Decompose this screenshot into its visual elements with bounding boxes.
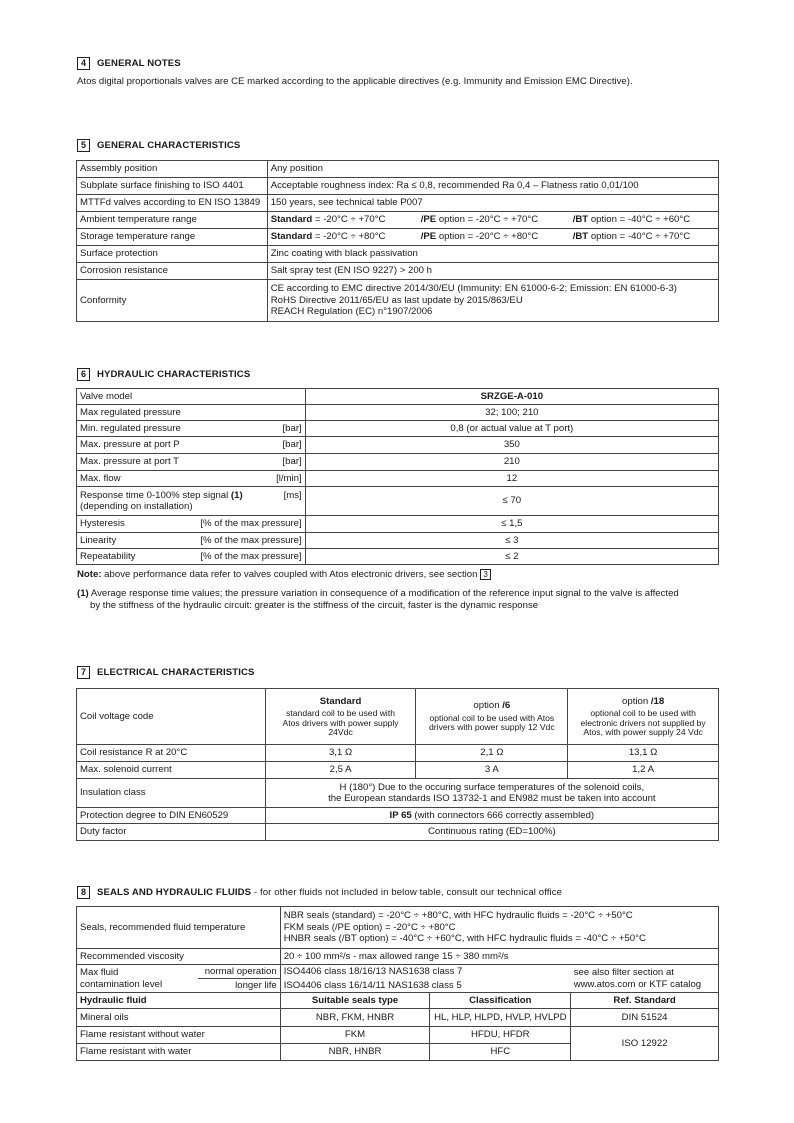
hydraulic-note: Note: above performance data refer to valves coupled with Atos electronic drivers, see section 3 [77, 569, 491, 581]
section-title: SEALS AND HYDRAULIC FLUIDS - for other fluids not included in below table, consult our technical office [97, 887, 563, 898]
table-row [77, 762, 719, 779]
table-row [77, 824, 719, 841]
row-label: MTTFd valves according to EN ISO 13849 [77, 195, 268, 212]
fluid-name: Flame resistant without water [77, 1027, 281, 1044]
row-value: 150 years, see technical table P007 [267, 195, 718, 212]
table-row [77, 212, 719, 229]
row-label: Max. solenoid current [77, 762, 266, 779]
row-label: Max. pressure at port P [bar] [77, 437, 306, 454]
row-value: 350 [305, 437, 718, 454]
row-value: 32; 100; 210 [305, 405, 718, 421]
cell-value: 2,1 Ω [416, 745, 568, 762]
section-title: ELECTRICAL CHARACTERISTICS [97, 667, 255, 678]
row-label: Seals, recommended fluid temperature [77, 907, 281, 949]
row-label: Max regulated pressure [77, 405, 306, 421]
row-label: Ambient temperature range [77, 212, 268, 229]
section-number: 5 [77, 139, 90, 152]
row-value: Any position [267, 161, 718, 178]
table-row [77, 471, 719, 487]
column-header: Classification [430, 993, 571, 1009]
row-value: 0,8 (or actual value at T port) [305, 421, 718, 437]
row-label: Subplate surface finishing to ISO 4401 [77, 178, 268, 195]
footnote-1: (1) Average response time values; the pressure variation in consequence of a modification of the reference input signal to the valve is affected by the stiffness of the hydraulic circuit: greater is the stiffness of the circuit, faster is the dynamic response [77, 588, 679, 611]
table-row [77, 1027, 719, 1044]
row-value: Salt spray test (EN ISO 9227) > 200 h [267, 263, 718, 280]
section-title: GENERAL CHARACTERISTICS [97, 140, 241, 151]
table-row [77, 161, 719, 178]
section-ref-link[interactable]: 3 [480, 569, 491, 580]
row-label: Repeatability [% of the max pressure] [77, 549, 306, 565]
seal-type: NBR, FKM, HNBR [280, 1009, 430, 1027]
table-row [77, 907, 719, 949]
row-value: 210 [305, 454, 718, 471]
table-row [77, 965, 719, 979]
section-5-header [77, 139, 240, 152]
row-value: H (180°) Due to the occuring surface temperatures of the solenoid coils, the European standards ISO 13732-1 and EN982 must be taken into account [265, 779, 718, 808]
row-value: Standard = -20°C ÷ +70°C /PE option = -20°C ÷ +70°C /BT option = -40°C ÷ +60°C [267, 212, 718, 229]
row-value: Acceptable roughness index: Ra ≤ 0,8, recommended Ra 0,4 – Flatness ratio 0,01/100 [267, 178, 718, 195]
section-6-header [77, 368, 250, 381]
table-row [77, 280, 719, 322]
table-row [77, 437, 719, 454]
row-label: Min. regulated pressure [bar] [77, 421, 306, 437]
table-row [77, 195, 719, 212]
row-label: Surface protection [77, 246, 268, 263]
row-label: Conformity [77, 280, 268, 322]
seal-type: NBR, HNBR [280, 1044, 430, 1061]
classification: HFC [430, 1044, 571, 1061]
row-label: Coil voltage code [77, 689, 266, 745]
row-label: Storage temperature range [77, 229, 268, 246]
table-row [77, 808, 719, 824]
general-characteristics-table [76, 160, 719, 322]
row-value: ISO4406 class 18/16/13 NAS1638 class 7 [280, 965, 570, 979]
table-row [77, 533, 719, 549]
row-label: Protection degree to DIN EN60529 [77, 808, 266, 824]
section-number: 7 [77, 666, 90, 679]
fluid-name: Mineral oils [77, 1009, 281, 1027]
cell-value: 3,1 Ω [265, 745, 416, 762]
table-row [77, 1009, 719, 1027]
row-label: Assembly position [77, 161, 268, 178]
row-label: Hysteresis [% of the max pressure] [77, 516, 306, 533]
row-value: ≤ 1,5 [305, 516, 718, 533]
row-label: Max fluid contamination level [77, 965, 199, 993]
row-value: IP 65 (with connectors 666 correctly assembled) [265, 808, 718, 824]
classification: HFDU, HFDR [430, 1027, 571, 1044]
table-row [77, 421, 719, 437]
option-18-column-header: option /18 optional coil to be used with electronic drivers not supplied by Atos, with power supply 24 Vdc [568, 689, 719, 745]
column-header: Suitable seals type [280, 993, 430, 1009]
table-row [77, 745, 719, 762]
table-row [77, 405, 719, 421]
section-4-header [77, 57, 181, 70]
column-header: Hydraulic fluid [77, 993, 281, 1009]
table-row [77, 689, 719, 745]
sub-label: normal operation [198, 965, 280, 979]
section-7-header [77, 666, 255, 679]
table-header-row [77, 993, 719, 1009]
table-row [77, 263, 719, 280]
ref-standard: ISO 12922 [571, 1027, 719, 1061]
row-label: Duty factor [77, 824, 266, 841]
cell-value: 13,1 Ω [568, 745, 719, 762]
sub-label: longer life [198, 979, 280, 993]
row-value: 12 [305, 471, 718, 487]
row-value: Standard = -20°C ÷ +80°C /PE option = -20°C ÷ +80°C /BT option = -40°C ÷ +70°C [267, 229, 718, 246]
section-number: 4 [77, 57, 90, 70]
row-label: Corrosion resistance [77, 263, 268, 280]
row-value: NBR seals (standard) = -20°C ÷ +80°C, with HFC hydraulic fluids = -20°C ÷ +50°C FKM seals (/PE option) = -20°C ÷ +80°C HNBR seals (/BT option) = -40°C ÷ +60°C, with HFC hydraulic fluids = -40°C ÷ +50°C [280, 907, 718, 949]
section-title: GENERAL NOTES [97, 58, 181, 69]
row-value: ≤ 3 [305, 533, 718, 549]
general-notes-text: Atos digital proportionals valves are CE marked according to the applicable directives (e.g. Immunity and Emission EMC Directive). [77, 76, 633, 87]
cell-value: 2,5 A [265, 762, 416, 779]
section-number: 6 [77, 368, 90, 381]
row-value: ≤ 70 [305, 487, 718, 516]
table-row [77, 178, 719, 195]
seal-type: FKM [280, 1027, 430, 1044]
cell-value: 3 A [416, 762, 568, 779]
row-label: Coil resistance R at 20°C [77, 745, 266, 762]
row-label: Max. pressure at port T [bar] [77, 454, 306, 471]
table-row [77, 454, 719, 471]
row-value: Zinc coating with black passivation [267, 246, 718, 263]
table-row [77, 779, 719, 808]
row-label: Max. flow [l/min] [77, 471, 306, 487]
table-row [77, 516, 719, 533]
section-title: HYDRAULIC CHARACTERISTICS [97, 369, 251, 380]
table-row [77, 246, 719, 263]
row-label: Linearity [% of the max pressure] [77, 533, 306, 549]
electrical-characteristics-table [76, 688, 719, 841]
row-label: Response time 0-100% step signal (1) [ms] (depending on installation) [77, 487, 306, 516]
table-row [77, 487, 719, 516]
section-number: 8 [77, 886, 90, 899]
table-row [77, 549, 719, 565]
fluid-name: Flame resistant with water [77, 1044, 281, 1061]
row-label: Insulation class [77, 779, 266, 808]
row-label: Valve model [77, 389, 306, 405]
table-row [77, 949, 719, 965]
ref-standard: DIN 51524 [571, 1009, 719, 1027]
table-row [77, 229, 719, 246]
column-header: Ref. Standard [571, 993, 719, 1009]
option-6-column-header: option /6 optional coil to be used with Atos drivers with power supply 12 Vdc [416, 689, 568, 745]
row-value: ISO4406 class 16/14/11 NAS1638 class 5 [280, 979, 570, 993]
row-value: ≤ 2 [305, 549, 718, 565]
section-8-header [77, 886, 562, 899]
hydraulic-characteristics-table [76, 388, 719, 565]
classification: HL, HLP, HLPD, HVLP, HVLPD [430, 1009, 571, 1027]
table-row [77, 389, 719, 405]
standard-column-header: Standard standard coil to be used with Atos drivers with power supply 24Vdc [265, 689, 416, 745]
row-value: CE according to EMC directive 2014/30/EU (Immunity: EN 61000-6-2; Emission: EN 61000-6-3) RoHS Directive 2011/65/EU as last update by 2015/863/EU REACH Regulation (EC) n°1907/2006 [267, 280, 718, 322]
row-value: 20 ÷ 100 mm²/s - max allowed range 15 ÷ 380 mm²/s [280, 949, 718, 965]
valve-model: SRZGE-A-010 [305, 389, 718, 405]
row-value: Continuous rating (ED=100%) [265, 824, 718, 841]
seals-fluids-table [76, 906, 719, 1061]
filter-note: see also filter section at www.atos.com or KTF catalog [571, 965, 719, 993]
cell-value: 1,2 A [568, 762, 719, 779]
row-label: Recommended viscosity [77, 949, 281, 965]
